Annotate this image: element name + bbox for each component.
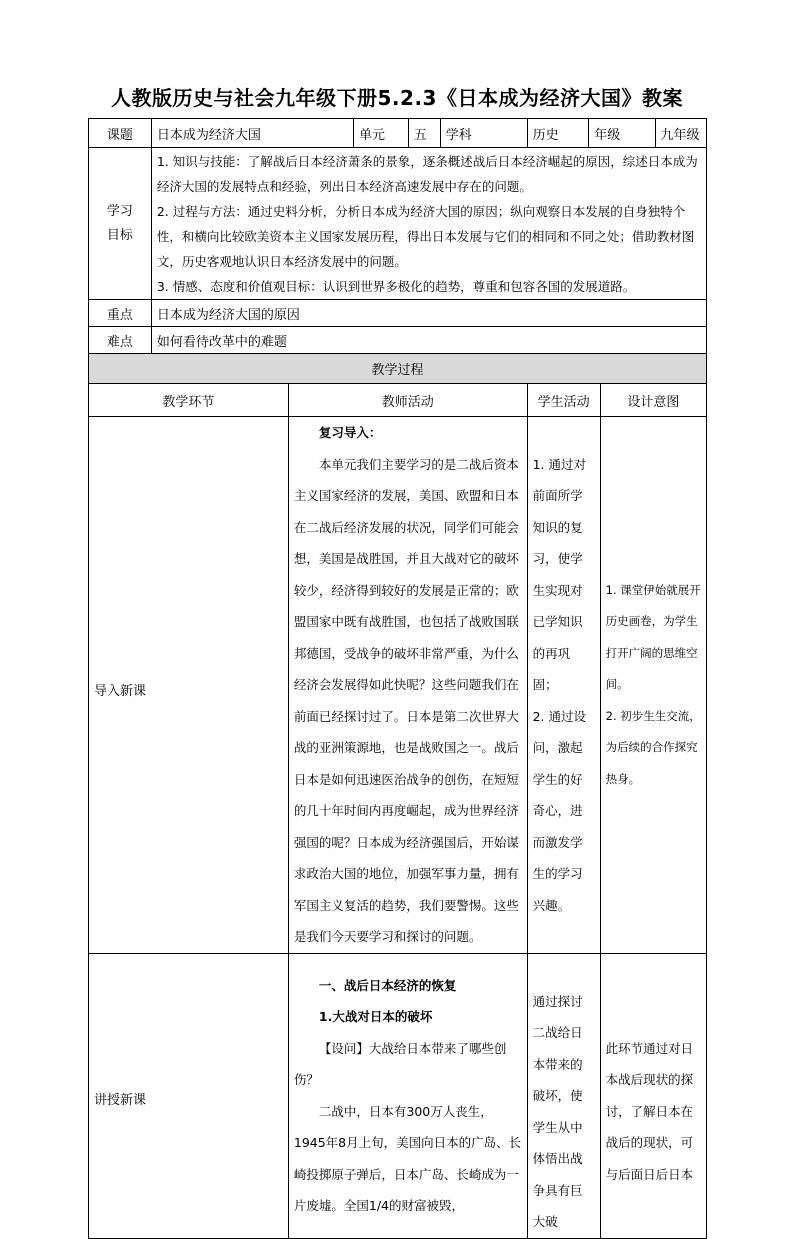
difficulty-label: 难点	[89, 327, 152, 354]
process-banner: 教学过程	[89, 354, 707, 384]
new-lesson-student-text: 通过探讨二战给日本带来的破坏，使学生从中体悟出战争具有巨大破	[532, 993, 583, 1229]
subject-label: 学科	[440, 119, 527, 148]
intro-row	[89, 417, 707, 954]
topic-value: 日本成为经济大国	[151, 119, 353, 148]
header-student: 学生活动	[527, 384, 600, 417]
intro-paragraph: 本单元我们主要学习的是二战后资本主义国家经济的发展，美国、欧盟和日本在二战后经济发展的状况，同学们可能会想，美国是战胜国，并且大战对它的破坏较少，经济得到较好的发展是正常的；欧盟国家中既有战胜国，也包括了战败国联邦德国，受战争的破坏非常严重，为什么经济会发展得如此快呢？这些问题我们在前面已经探讨过了。日本是第二次世界大战的亚洲策源地，也是战败国之一。战后日本是如何迅速医治战争的创伤，在短短的几十年时间内再度崛起，成为世界经济强国的呢？日本成为经济强国后，开始谋求政治大国的地位，加强军事力量，拥有军国主义复活的趋势，我们要警惕。这些是我们今天要学习和探讨的问题。	[293, 456, 519, 944]
lesson-plan-table	[88, 118, 707, 1239]
difficulty-row	[89, 327, 707, 354]
key-point-label: 重点	[89, 300, 152, 327]
new-lesson-question: 【设问】大战给日本带来了哪些创伤？	[293, 1040, 507, 1087]
key-point-row	[89, 300, 707, 327]
unit-value: 五	[408, 119, 440, 148]
objectives-label	[89, 148, 152, 300]
intro-design-intent	[600, 417, 706, 954]
intro-student-item: 1. 通过对前面所学知识的复习，使学生实现对已学知识的再巩固；	[532, 456, 586, 692]
objectives-label-line2: 目标	[106, 227, 133, 243]
grade-value: 九年级	[655, 119, 706, 148]
objective-item: 2. 过程与方法：通过史料分析，分析日本成为经济大国的原因；纵向观察日本发展的自身独特个性，和横向比较欧美资本主义国家发展历程，得出日本发展与它们的相同和不同之处；借助教材图文，历史客观地认识日本经济发展中的问题。	[156, 203, 695, 269]
intro-design-item: 2. 初步生生交流，为后续的合作探究热身。	[605, 708, 701, 786]
intro-design-item: 1. 课堂伊始就展开历史画卷，为学生打开广阔的思维空间。	[605, 582, 701, 691]
new-lesson-teacher-activity	[288, 953, 527, 1238]
objective-item: 1. 知识与技能：了解战后日本经济萧条的景象，逐条概述战后日本经济崛起的原因，综述日本成为经济大国的发展特点和经验，列出日本经济高速发展中存在的问题。	[156, 153, 698, 194]
header-stage: 教学环节	[89, 384, 289, 417]
header-teacher: 教师活动	[288, 384, 527, 417]
intro-teacher-activity	[288, 417, 527, 954]
intro-heading: 复习导入：	[318, 425, 382, 440]
document-title: 人教版历史与社会九年级下册5.2.3《日本成为经济大国》教案	[111, 86, 683, 110]
new-lesson-section: 一、战后日本经济的恢复	[318, 977, 457, 993]
intro-student-activity	[527, 417, 600, 954]
objectives-label-line1: 学习	[106, 203, 133, 219]
new-lesson-row	[89, 953, 707, 1238]
new-lesson-paragraph: 二战中，日本有300万人丧生，1945年8月上旬，美国向日本的广岛、长崎投掷原子弹后，日本广岛、长崎成为一片废墟。全国1/4的财富被毁，	[293, 1103, 522, 1213]
objectives-content	[151, 148, 706, 300]
process-banner-row	[89, 354, 707, 384]
intro-stage: 导入新课	[89, 417, 289, 954]
new-lesson-stage: 讲授新课	[89, 953, 289, 1238]
new-lesson-design-text: 此环节通过对日本战后现状的探讨，了解日本在战后的现状，可与后面日后日本	[605, 1040, 694, 1182]
process-header-row	[89, 384, 707, 417]
topic-label: 课题	[89, 119, 152, 148]
objectives-row	[89, 148, 707, 300]
intro-student-item: 2. 通过设问，激起学生的好奇心，进而激发学生的学习兴趣。	[532, 708, 586, 913]
key-point-value: 日本成为经济大国的原因	[151, 300, 706, 327]
unit-label: 单元	[353, 119, 408, 148]
header-design: 设计意图	[600, 384, 706, 417]
objective-item: 3. 情感、态度和价值观目标：认识到世界多极化的趋势，尊重和包容各国的发展道路。	[156, 278, 636, 294]
subject-value: 历史	[527, 119, 589, 148]
info-row	[89, 119, 707, 148]
difficulty-value: 如何看待改革中的难题	[151, 327, 706, 354]
new-lesson-student-activity	[527, 953, 600, 1238]
new-lesson-design-intent	[600, 953, 706, 1238]
new-lesson-subsection: 1.大战对日本的破坏	[318, 1009, 433, 1024]
grade-label: 年级	[589, 119, 655, 148]
